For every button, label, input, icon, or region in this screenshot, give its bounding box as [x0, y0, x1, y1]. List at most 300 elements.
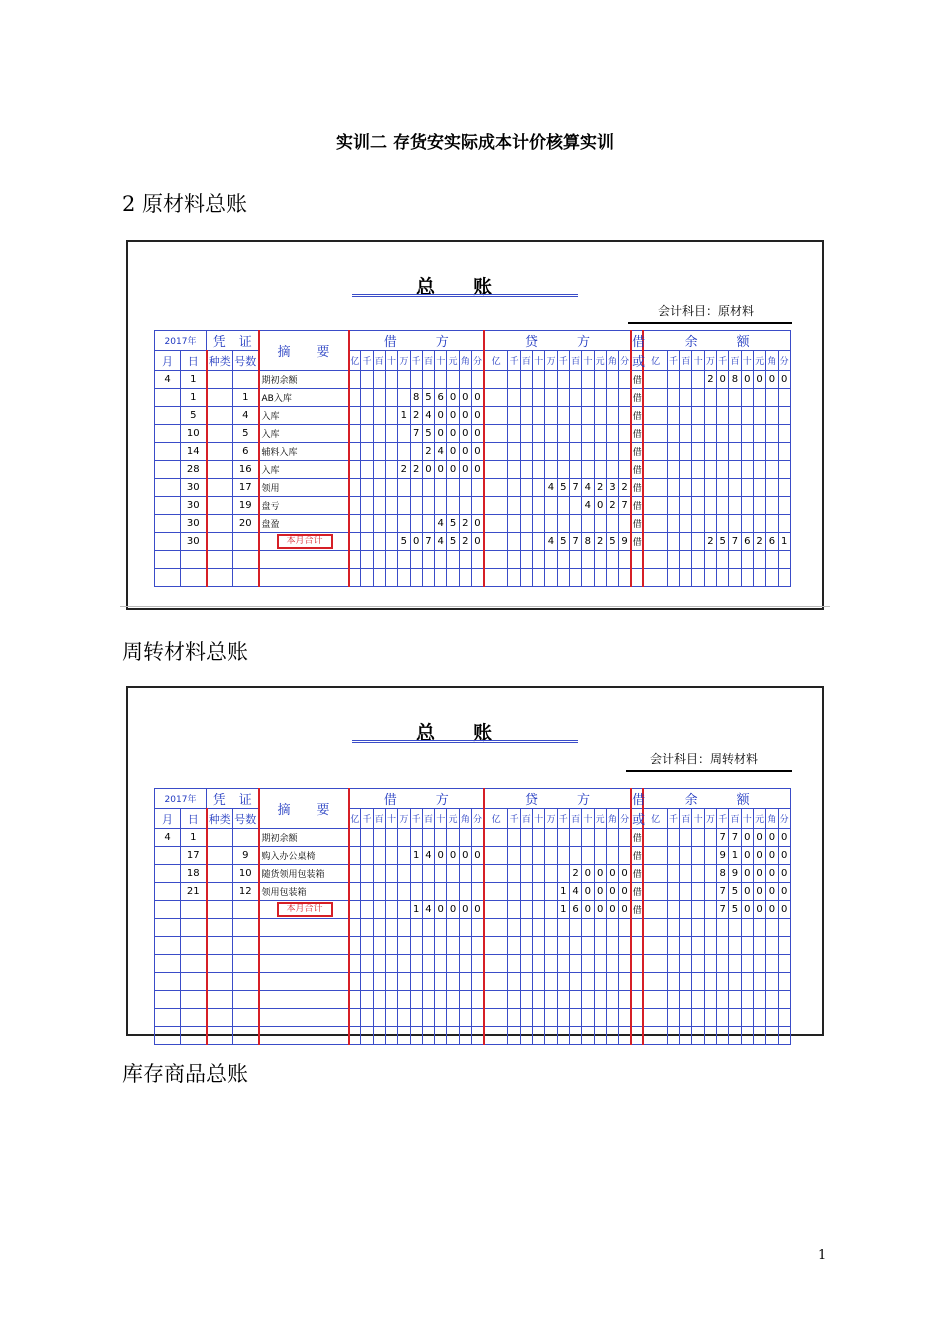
- digit-cell: [484, 883, 508, 901]
- dc-cell: 借: [631, 901, 643, 919]
- cell-n: [233, 937, 259, 955]
- digit-cell: [741, 973, 753, 991]
- cell-m: [155, 461, 181, 479]
- digit-cell: [361, 497, 373, 515]
- cell-t: [207, 533, 233, 551]
- digit-cell: [484, 407, 508, 425]
- digit-header: 千: [667, 351, 679, 371]
- cell-m: [155, 1009, 181, 1027]
- digit-cell: [484, 1009, 508, 1027]
- digit-header: 百: [569, 809, 581, 829]
- digit-cell: [667, 1009, 679, 1027]
- digit-cell: [533, 569, 545, 587]
- digit-cell: [729, 515, 741, 533]
- digit-cell: 5: [422, 389, 434, 407]
- digit-cell: [484, 425, 508, 443]
- digit-cell: [667, 1027, 679, 1045]
- year-header: 2017年: [155, 331, 207, 351]
- digit-cell: [557, 551, 569, 569]
- digit-cell: [373, 461, 385, 479]
- digit-cell: 1: [410, 847, 422, 865]
- cell-m: [155, 973, 181, 991]
- digit-cell: [471, 497, 483, 515]
- digit-cell: [422, 991, 434, 1009]
- monthly-total-label: 本月合计: [277, 902, 333, 917]
- digit-cell: 7: [569, 479, 581, 497]
- dc-cell: [631, 569, 643, 587]
- digit-cell: [410, 1027, 422, 1045]
- digit-cell: 0: [594, 883, 606, 901]
- dc-cell: 借: [631, 371, 643, 389]
- digit-cell: [643, 389, 667, 407]
- digit-cell: [729, 389, 741, 407]
- dc-cell: [631, 1027, 643, 1045]
- digit-cell: [410, 919, 422, 937]
- digit-cell: [741, 551, 753, 569]
- digit-cell: [606, 371, 618, 389]
- digit-cell: [533, 847, 545, 865]
- digit-cell: [704, 389, 716, 407]
- digit-cell: [361, 1009, 373, 1027]
- digit-cell: [471, 479, 483, 497]
- section-heading-turnover-materials: 周转材料总账: [122, 640, 248, 664]
- digit-cell: [753, 1009, 765, 1027]
- cell-m: [155, 425, 181, 443]
- digit-cell: 0: [459, 847, 471, 865]
- digit-cell: [361, 479, 373, 497]
- digit-cell: [508, 425, 520, 443]
- digit-cell: [692, 847, 704, 865]
- digit-cell: [717, 991, 729, 1009]
- digit-cell: [606, 1027, 618, 1045]
- dc-cell: [631, 919, 643, 937]
- digit-cell: [349, 847, 361, 865]
- digit-cell: 7: [717, 901, 729, 919]
- digit-cell: 2: [459, 515, 471, 533]
- digit-cell: [520, 883, 532, 901]
- digit-cell: [398, 1027, 410, 1045]
- digit-cell: [667, 937, 679, 955]
- digit-cell: [766, 389, 778, 407]
- digit-cell: [349, 551, 361, 569]
- digit-cell: [385, 865, 397, 883]
- digit-cell: [753, 479, 765, 497]
- cell-m: [155, 919, 181, 937]
- digit-cell: [435, 1027, 447, 1045]
- cell-d: 28: [181, 461, 207, 479]
- cell-d: [181, 569, 207, 587]
- type-header: 种类: [207, 809, 233, 829]
- summary-cell: 入库: [259, 407, 349, 425]
- digit-cell: [484, 865, 508, 883]
- digit-cell: [717, 955, 729, 973]
- digit-cell: [361, 515, 373, 533]
- digit-cell: [582, 919, 594, 937]
- digit-cell: [361, 919, 373, 937]
- cell-m: [155, 937, 181, 955]
- digit-cell: [557, 461, 569, 479]
- cell-n: 20: [233, 515, 259, 533]
- cell-d: 1: [181, 389, 207, 407]
- digit-cell: [459, 883, 471, 901]
- ledger-title: 总 账: [416, 276, 493, 298]
- digit-cell: [704, 973, 716, 991]
- digit-cell: [410, 829, 422, 847]
- digit-cell: [643, 371, 667, 389]
- digit-cell: [410, 991, 422, 1009]
- digit-cell: [680, 901, 692, 919]
- summary-cell: 辅料入库: [259, 443, 349, 461]
- table-row: [155, 955, 803, 973]
- cell-t: [207, 829, 233, 847]
- digit-cell: 0: [619, 865, 631, 883]
- digit-cell: [349, 883, 361, 901]
- header-row: [155, 351, 803, 371]
- digit-header: 百: [373, 351, 385, 371]
- digit-cell: [533, 533, 545, 551]
- digit-cell: 0: [766, 901, 778, 919]
- digit-cell: [373, 1027, 385, 1045]
- digit-cell: [753, 425, 765, 443]
- digit-cell: [447, 479, 459, 497]
- digit-cell: [569, 991, 581, 1009]
- digit-cell: [643, 901, 667, 919]
- digit-cell: [410, 937, 422, 955]
- digit-cell: 0: [753, 847, 765, 865]
- digit-cell: [569, 407, 581, 425]
- digit-header: 元: [447, 809, 459, 829]
- summary-cell: 盘亏: [259, 497, 349, 515]
- cell-n: [233, 533, 259, 551]
- digit-cell: [753, 937, 765, 955]
- digit-cell: [582, 829, 594, 847]
- digit-cell: [778, 497, 790, 515]
- digit-cell: [398, 551, 410, 569]
- summary-cell: [259, 991, 349, 1009]
- digit-cell: [398, 883, 410, 901]
- digit-cell: [385, 407, 397, 425]
- digit-cell: [520, 973, 532, 991]
- digit-cell: [385, 371, 397, 389]
- digit-cell: [619, 829, 631, 847]
- digit-cell: [447, 497, 459, 515]
- digit-cell: [508, 479, 520, 497]
- table-row: [155, 551, 803, 569]
- digit-cell: [643, 443, 667, 461]
- cell-m: [155, 569, 181, 587]
- digit-cell: [667, 901, 679, 919]
- digit-header: 千: [667, 809, 679, 829]
- digit-cell: [643, 829, 667, 847]
- digit-header: 十: [385, 809, 397, 829]
- digit-cell: [729, 937, 741, 955]
- digit-cell: 7: [717, 883, 729, 901]
- cell-d: 1: [181, 829, 207, 847]
- digit-cell: [741, 425, 753, 443]
- digit-cell: [385, 847, 397, 865]
- dc-cell: 借: [631, 461, 643, 479]
- cell-n: 4: [233, 407, 259, 425]
- digit-cell: 6: [766, 533, 778, 551]
- digit-header: 十: [533, 809, 545, 829]
- digit-cell: 0: [778, 371, 790, 389]
- digit-cell: [471, 955, 483, 973]
- cell-t: [207, 847, 233, 865]
- digit-header: 分: [471, 809, 483, 829]
- dc-cell: 借: [631, 425, 643, 443]
- digit-cell: [545, 425, 557, 443]
- digit-cell: [667, 443, 679, 461]
- digit-cell: [385, 829, 397, 847]
- digit-header: 分: [619, 809, 631, 829]
- digit-cell: [643, 865, 667, 883]
- digit-cell: [582, 937, 594, 955]
- digit-cell: [533, 551, 545, 569]
- digit-cell: [582, 1009, 594, 1027]
- cell-d: 14: [181, 443, 207, 461]
- dc-cell: 借: [631, 497, 643, 515]
- header-row: [155, 789, 803, 809]
- digit-cell: [680, 533, 692, 551]
- digit-cell: [373, 425, 385, 443]
- digit-cell: [704, 407, 716, 425]
- monthly-total-label: 本月合计: [277, 534, 333, 549]
- digit-cell: [533, 389, 545, 407]
- digit-cell: [385, 533, 397, 551]
- digit-cell: [753, 955, 765, 973]
- digit-cell: [717, 461, 729, 479]
- month-header: 月: [155, 351, 181, 371]
- digit-header: 元: [753, 809, 765, 829]
- digit-cell: [349, 569, 361, 587]
- digit-cell: [557, 955, 569, 973]
- digit-cell: [619, 425, 631, 443]
- ledger-title: 总 账: [416, 722, 493, 744]
- digit-cell: [545, 497, 557, 515]
- digit-cell: [385, 569, 397, 587]
- digit-cell: [410, 551, 422, 569]
- digit-cell: [753, 515, 765, 533]
- digit-cell: [508, 443, 520, 461]
- digit-cell: [533, 1027, 545, 1045]
- digit-cell: [459, 955, 471, 973]
- digit-cell: [361, 569, 373, 587]
- digit-cell: 0: [778, 829, 790, 847]
- digit-cell: [349, 1009, 361, 1027]
- digit-cell: [717, 389, 729, 407]
- digit-cell: [606, 461, 618, 479]
- digit-cell: [569, 955, 581, 973]
- digit-cell: 1: [729, 847, 741, 865]
- table-row: [155, 533, 803, 551]
- digit-cell: [704, 461, 716, 479]
- cell-n: [233, 1027, 259, 1045]
- digit-cell: 5: [729, 883, 741, 901]
- digit-cell: [557, 847, 569, 865]
- digit-cell: 0: [594, 497, 606, 515]
- digit-cell: [398, 425, 410, 443]
- digit-header: 十: [582, 351, 594, 371]
- digit-cell: [778, 551, 790, 569]
- cell-t: [207, 497, 233, 515]
- digit-cell: [717, 479, 729, 497]
- cell-n: 17: [233, 479, 259, 497]
- digit-cell: [667, 829, 679, 847]
- digit-cell: 2: [459, 533, 471, 551]
- digit-cell: [545, 461, 557, 479]
- digit-cell: [422, 1027, 434, 1045]
- digit-cell: [692, 865, 704, 883]
- digit-cell: [410, 515, 422, 533]
- digit-cell: [594, 1027, 606, 1045]
- digit-cell: [717, 973, 729, 991]
- digit-cell: [766, 425, 778, 443]
- digit-cell: [361, 425, 373, 443]
- digit-cell: [520, 407, 532, 425]
- digit-cell: [594, 389, 606, 407]
- digit-cell: [557, 407, 569, 425]
- voucher-header: 凭 证: [207, 789, 259, 809]
- summary-cell: 期初余额: [259, 829, 349, 847]
- digit-cell: [594, 973, 606, 991]
- digit-cell: 5: [447, 533, 459, 551]
- digit-cell: [766, 991, 778, 1009]
- digit-cell: [410, 443, 422, 461]
- digit-cell: [373, 973, 385, 991]
- digit-cell: 4: [422, 901, 434, 919]
- digit-cell: [508, 497, 520, 515]
- digit-header: 分: [778, 809, 790, 829]
- digit-cell: [704, 425, 716, 443]
- digit-cell: [422, 479, 434, 497]
- digit-cell: [435, 829, 447, 847]
- digit-cell: [373, 551, 385, 569]
- summary-cell: 领用包装箱: [259, 883, 349, 901]
- digit-cell: [361, 955, 373, 973]
- digit-cell: [753, 1027, 765, 1045]
- digit-cell: [361, 461, 373, 479]
- digit-cell: [373, 371, 385, 389]
- digit-cell: [778, 1027, 790, 1045]
- digit-cell: [349, 1027, 361, 1045]
- digit-cell: 9: [619, 533, 631, 551]
- digit-cell: 0: [582, 865, 594, 883]
- digit-cell: [741, 569, 753, 587]
- digit-cell: [667, 991, 679, 1009]
- digit-cell: [520, 847, 532, 865]
- digit-cell: [729, 461, 741, 479]
- digit-cell: 5: [398, 533, 410, 551]
- digit-cell: [766, 1009, 778, 1027]
- digit-cell: [606, 937, 618, 955]
- balance-header: 余 额: [643, 789, 790, 809]
- digit-cell: [385, 919, 397, 937]
- summary-cell: [259, 533, 349, 551]
- digit-cell: [766, 479, 778, 497]
- digit-cell: [557, 937, 569, 955]
- digit-cell: [471, 919, 483, 937]
- digit-cell: [741, 497, 753, 515]
- digit-cell: [435, 973, 447, 991]
- digit-cell: [484, 937, 508, 955]
- digit-cell: [692, 973, 704, 991]
- digit-cell: 0: [447, 847, 459, 865]
- digit-cell: [459, 829, 471, 847]
- digit-cell: [520, 461, 532, 479]
- table-row: [155, 829, 803, 847]
- cell-t: [207, 389, 233, 407]
- digit-cell: [692, 407, 704, 425]
- digit-cell: [643, 883, 667, 901]
- digit-header: 万: [545, 351, 557, 371]
- digit-cell: 0: [471, 847, 483, 865]
- digit-cell: [729, 955, 741, 973]
- digit-cell: [557, 515, 569, 533]
- digit-cell: [667, 425, 679, 443]
- digit-cell: [753, 551, 765, 569]
- dc-cell: 借: [631, 533, 643, 551]
- summary-cell: [259, 569, 349, 587]
- digit-cell: [619, 551, 631, 569]
- digit-cell: [741, 991, 753, 1009]
- digit-cell: [410, 371, 422, 389]
- or-header: 或: [631, 809, 643, 829]
- digit-header: 千: [508, 351, 520, 371]
- digit-cell: [680, 955, 692, 973]
- month-header: 月: [155, 809, 181, 829]
- digit-cell: 0: [422, 461, 434, 479]
- digit-cell: [643, 515, 667, 533]
- cell-t: [207, 883, 233, 901]
- digit-cell: [680, 919, 692, 937]
- digit-cell: [373, 847, 385, 865]
- digit-cell: [717, 443, 729, 461]
- digit-cell: [447, 883, 459, 901]
- digit-header: 万: [545, 809, 557, 829]
- summary-cell: [259, 901, 349, 919]
- digit-cell: [349, 973, 361, 991]
- digit-cell: [766, 551, 778, 569]
- digit-cell: [520, 443, 532, 461]
- digit-header: 角: [459, 809, 471, 829]
- digit-cell: [398, 973, 410, 991]
- voucher-header: 凭 证: [207, 331, 259, 351]
- digit-cell: 0: [447, 461, 459, 479]
- digit-header: 千: [410, 351, 422, 371]
- digit-cell: [692, 389, 704, 407]
- digit-cell: [373, 515, 385, 533]
- digit-cell: [373, 865, 385, 883]
- digit-cell: [361, 937, 373, 955]
- day-header: 日: [181, 809, 207, 829]
- digit-cell: [766, 569, 778, 587]
- digit-cell: [435, 955, 447, 973]
- digit-cell: 0: [753, 883, 765, 901]
- cropped-sheet-tab-strip: [120, 606, 830, 617]
- digit-cell: 7: [729, 829, 741, 847]
- digit-cell: [729, 1027, 741, 1045]
- digit-cell: [741, 407, 753, 425]
- digit-cell: [606, 407, 618, 425]
- digit-cell: [533, 919, 545, 937]
- digit-cell: [569, 461, 581, 479]
- digit-cell: 5: [422, 425, 434, 443]
- digit-cell: [385, 443, 397, 461]
- digit-cell: [533, 461, 545, 479]
- digit-cell: [680, 389, 692, 407]
- digit-cell: 0: [753, 829, 765, 847]
- summary-cell: 入库: [259, 461, 349, 479]
